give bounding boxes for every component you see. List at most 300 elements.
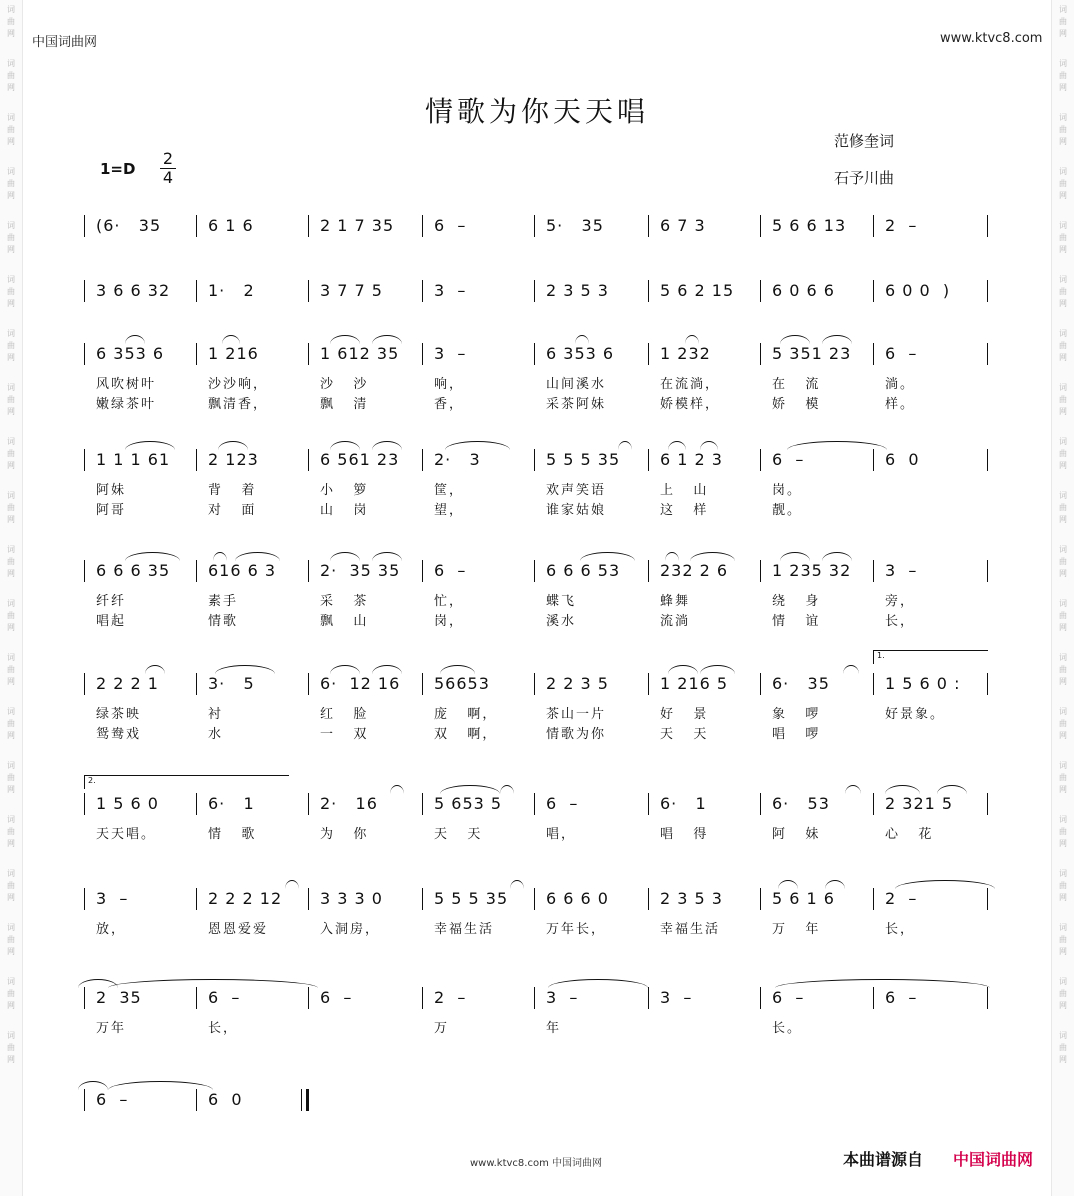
lyric-verse-1: 唱 得: [660, 827, 709, 842]
slur-mark: [372, 335, 402, 344]
watermark-text: 词 曲 网: [1059, 977, 1067, 1010]
measure-notes: 2 35: [96, 988, 142, 1007]
slur-mark: [510, 880, 524, 889]
lyric-verse-2: 情歌: [208, 614, 239, 629]
source-name: 中国词曲网: [953, 1150, 1034, 1169]
watermark-text: 词 曲 网: [7, 275, 15, 308]
slur-mark: [885, 785, 920, 794]
measure-notes: 2 2 2 1: [96, 674, 159, 693]
slur-mark: [825, 880, 845, 889]
lyric-verse-1: 幸福生活: [660, 922, 721, 937]
lyric-verse-2: 流淌: [660, 614, 691, 629]
lyric-verse-2: 双 啊，: [434, 727, 498, 742]
site-name-header: 中国词曲网: [32, 35, 98, 50]
measure-notes: 5 6 1 6: [772, 889, 835, 908]
barline: [873, 673, 874, 695]
watermark-text: 词 曲 网: [1059, 923, 1067, 956]
measure-notes: 1 1 1 61: [96, 450, 171, 469]
watermark-text: 词 曲 网: [7, 599, 15, 632]
barline: [760, 215, 761, 237]
measure-notes: 2 –: [434, 988, 467, 1007]
barline: [534, 343, 535, 365]
lyric-verse-2: 娇模样，: [660, 397, 721, 412]
lyric-verse-1: 万年: [96, 1021, 127, 1036]
lyric-verse-1: 采 茶: [320, 594, 369, 609]
slur-mark: [125, 552, 180, 561]
measure-notes: 6 –: [546, 794, 579, 813]
slur-mark: [125, 441, 175, 450]
measure-notes: 3 –: [546, 988, 579, 1007]
barline: [422, 343, 423, 365]
lyric-verse-2: 香，: [434, 397, 465, 412]
slur-mark: [700, 665, 735, 674]
measure-notes: 6 0: [208, 1090, 243, 1109]
barline: [308, 793, 309, 815]
measure-notes: 6 561 23: [320, 450, 400, 469]
lyric-verse-2: 望，: [434, 503, 465, 518]
slur-mark: [780, 335, 810, 344]
watermark-text: 词 曲 网: [7, 221, 15, 254]
watermark-text: 词 曲 网: [7, 761, 15, 794]
lyric-verse-2: 靓。: [772, 503, 803, 518]
lyric-verse-1: 万年长，: [546, 922, 607, 937]
measure-notes: 1· 2: [208, 281, 255, 300]
lyric-verse-1: 上 山: [660, 483, 709, 498]
lyric-verse-1: 长。: [772, 1021, 803, 1036]
watermark-text: 词 曲 网: [1059, 653, 1067, 686]
watermark-text: 词 曲 网: [1059, 437, 1067, 470]
watermark-text: 词 曲 网: [1059, 167, 1067, 200]
slur-mark: [780, 552, 810, 561]
lyric-verse-1: 沙 沙: [320, 377, 369, 392]
lyric-verse-2: 样。: [885, 397, 916, 412]
slur-mark: [580, 552, 635, 561]
watermark-text: 词 曲 网: [1059, 5, 1067, 38]
measure-notes: 6· 12 16: [320, 674, 401, 693]
lyric-verse-2: 阿哥: [96, 503, 127, 518]
measure-notes: 3· 5: [208, 674, 255, 693]
lyric-verse-2: 溪水: [546, 614, 577, 629]
barline: [873, 215, 874, 237]
slur-mark: [213, 552, 227, 561]
barline: [648, 449, 649, 471]
barline: [84, 215, 85, 237]
slur-mark: [937, 785, 967, 794]
lyric-verse-1: 庞 啊，: [434, 707, 498, 722]
measure-notes: 6 0 6 6: [772, 281, 835, 300]
lyric-verse-1: 背 着: [208, 483, 257, 498]
slur-mark: [372, 552, 402, 561]
measure-notes: 3 7 7 5: [320, 281, 383, 300]
lyric-verse-1: 筐，: [434, 483, 465, 498]
lyric-verse-1: 旁，: [885, 594, 916, 609]
barline: [534, 793, 535, 815]
site-url-header: www.ktvc8.com: [940, 31, 1043, 46]
barline: [648, 673, 649, 695]
second-ending-label: 2.: [88, 776, 96, 785]
measure-notes: 6 –: [208, 988, 241, 1007]
watermark-text: 词 曲 网: [7, 59, 15, 92]
lyric-verse-1: 好 景: [660, 707, 709, 722]
measure-notes: 1 5 6 0 :: [885, 674, 961, 693]
barline: [648, 280, 649, 302]
slur-mark: [500, 785, 514, 794]
watermark-text: 词 曲 网: [1059, 59, 1067, 92]
lyric-verse-2: 情 谊: [772, 614, 821, 629]
measure-notes: 6 –: [772, 988, 805, 1007]
lyric-verse-1: 入洞房，: [320, 922, 381, 937]
barline: [760, 449, 761, 471]
watermark-text: 词 曲 网: [1059, 707, 1067, 740]
barline: [308, 673, 309, 695]
measure-notes: 5 5 5 35: [434, 889, 509, 908]
lyric-verse-1: 纤纤: [96, 594, 127, 609]
watermark-text: 词 曲 网: [7, 923, 15, 956]
barline: [84, 987, 85, 1009]
slur-mark: [440, 665, 475, 674]
barline: [648, 560, 649, 582]
lyric-verse-2: 唱起: [96, 614, 127, 629]
lyric-verse-1: 小 箩: [320, 483, 369, 498]
lyric-verse-1: 情 歌: [208, 827, 257, 842]
barline: [534, 560, 535, 582]
barline: [196, 888, 197, 910]
watermark-text: 词 曲 网: [1059, 275, 1067, 308]
measure-notes: 2· 35 35: [320, 561, 401, 580]
barline: [422, 280, 423, 302]
slur-mark: [787, 441, 887, 450]
measure-notes: 5 351 23: [772, 344, 852, 363]
watermark-text: 词 曲 网: [7, 113, 15, 146]
lyric-verse-2: 娇 模: [772, 397, 821, 412]
time-signature: [160, 150, 176, 187]
barline: [987, 280, 988, 302]
barline: [648, 987, 649, 1009]
watermark-text: 词 曲 网: [7, 5, 15, 38]
barline: [648, 215, 649, 237]
measure-notes: 6· 35: [772, 674, 830, 693]
measure-notes: 1 216 5: [660, 674, 729, 693]
slur-mark: [575, 335, 589, 344]
slur-mark: [445, 441, 510, 450]
barline: [84, 1089, 85, 1111]
slur-mark: [218, 441, 248, 450]
barline: [873, 280, 874, 302]
slur-mark: [668, 441, 686, 450]
barline: [196, 449, 197, 471]
right-watermark-strip: [1051, 0, 1074, 1196]
lyric-verse-1: 风吹树叶: [96, 377, 157, 392]
watermark-text: 词 曲 网: [7, 437, 15, 470]
measure-notes: 5 5 5 35: [546, 450, 621, 469]
slur-mark: [775, 979, 990, 988]
lyric-verse-1: 阿妹: [96, 483, 127, 498]
measure-notes: 5 653 5: [434, 794, 503, 813]
barline: [648, 888, 649, 910]
lyric-verse-2: 对 面: [208, 503, 257, 518]
watermark-text: 词 曲 网: [1059, 815, 1067, 848]
barline: [422, 215, 423, 237]
measure-notes: 1 235 32: [772, 561, 852, 580]
lyric-verse-1: 长，: [208, 1021, 239, 1036]
measure-notes: 6 –: [885, 988, 918, 1007]
barline: [308, 560, 309, 582]
barline: [760, 987, 761, 1009]
lyric-verse-2: 嫩绿茶叶: [96, 397, 157, 412]
slur-mark: [618, 441, 632, 450]
lyric-verse-2: 水: [208, 727, 224, 742]
slur-mark: [215, 665, 275, 674]
slur-mark: [330, 552, 360, 561]
measure-notes: 2 3 5 3: [546, 281, 609, 300]
lyric-verse-2: 谁家姑娘: [546, 503, 607, 518]
barline: [308, 343, 309, 365]
measure-notes: 6 7 3: [660, 216, 706, 235]
slur-mark: [145, 665, 165, 674]
lyric-verse-1: 响，: [434, 377, 465, 392]
measure-notes: 2 2 3 5: [546, 674, 609, 693]
measure-notes: 3 –: [434, 344, 467, 363]
lyric-verse-1: 岗。: [772, 483, 803, 498]
measure-notes: 5 6 6 13: [772, 216, 847, 235]
measure-notes: 2 –: [885, 216, 918, 235]
slur-mark: [440, 785, 500, 794]
lyric-verse-2: 一 双: [320, 727, 369, 742]
composer-credit: 石予川曲: [834, 169, 895, 187]
barline: [422, 793, 423, 815]
slur-mark: [845, 785, 861, 794]
barline: [648, 343, 649, 365]
barline: [987, 793, 988, 815]
slur-mark: [690, 552, 735, 561]
measure-notes: 3 3 3 0: [320, 889, 383, 908]
lyric-verse-2: 采茶阿妹: [546, 397, 607, 412]
measure-notes: 6 6 6 0: [546, 889, 609, 908]
barline: [84, 343, 85, 365]
lyric-verse-2: 鸳鸯戏: [96, 727, 142, 742]
measure-notes: 3 –: [96, 889, 129, 908]
watermark-text: 词 曲 网: [7, 383, 15, 416]
measure-notes: 3 –: [434, 281, 467, 300]
barline: [84, 560, 85, 582]
barline: [422, 987, 423, 1009]
barline: [308, 888, 309, 910]
watermark-text: 词 曲 网: [7, 1031, 15, 1064]
measure-notes: 2 321 5: [885, 794, 954, 813]
measure-notes: 6 1 6: [208, 216, 254, 235]
measure-notes: 2 2 2 12: [208, 889, 283, 908]
lyric-verse-1: 放，: [96, 922, 127, 937]
watermark-text: 词 曲 网: [7, 707, 15, 740]
barline: [760, 280, 761, 302]
lyric-verse-1: 长，: [885, 922, 916, 937]
measure-notes: 6 1 2 3: [660, 450, 723, 469]
slur-mark: [778, 880, 798, 889]
lyric-verse-1: 好景象。: [885, 707, 946, 722]
lyric-verse-2: 岗，: [434, 614, 465, 629]
slur-mark: [330, 335, 360, 344]
measure-notes: 616 6 3: [208, 561, 277, 580]
measure-notes: 6 0 0 ): [885, 281, 951, 300]
lyric-verse-1: 天天唱。: [96, 827, 157, 842]
lyric-verse-1: 衬: [208, 707, 224, 722]
watermark-text: 词 曲 网: [7, 653, 15, 686]
barline: [534, 449, 535, 471]
barline: [196, 987, 197, 1009]
lyric-verse-1: 欢声笑语: [546, 483, 607, 498]
source-label: 本曲谱源自: [843, 1150, 924, 1169]
lyric-verse-1: 忙，: [434, 594, 465, 609]
first-ending-bracket: [873, 650, 988, 664]
lyric-verse-1: 幸福生活: [434, 922, 495, 937]
slur-mark: [700, 441, 718, 450]
lyric-verse-1: 绕 身: [772, 594, 821, 609]
left-watermark-strip: [0, 0, 23, 1196]
barline: [987, 987, 988, 1009]
barline: [196, 343, 197, 365]
watermark-text: 词 曲 网: [1059, 761, 1067, 794]
barline: [422, 560, 423, 582]
footer-url: www.ktvc8.com 中国词曲网: [470, 1158, 603, 1169]
lyric-verse-1: 万 年: [772, 922, 821, 937]
lyric-verse-1: 天 天: [434, 827, 483, 842]
measure-notes: 2 –: [885, 889, 918, 908]
slur-mark: [330, 665, 360, 674]
lyric-verse-1: 唱，: [546, 827, 577, 842]
barline: [84, 673, 85, 695]
barline: [873, 888, 874, 910]
barline: [422, 888, 423, 910]
barline: [873, 343, 874, 365]
time-signature-bottom: 4: [162, 168, 174, 187]
barline: [534, 987, 535, 1009]
barline: [873, 449, 874, 471]
slur-mark: [235, 552, 280, 561]
lyric-verse-1: 山间溪水: [546, 377, 607, 392]
lyric-verse-1: 阿 妹: [772, 827, 821, 842]
lyric-verse-1: 沙沙响，: [208, 377, 269, 392]
lyric-verse-1: 象 啰: [772, 707, 821, 722]
watermark-text: 词 曲 网: [1059, 383, 1067, 416]
slur-mark: [390, 785, 404, 794]
barline: [308, 449, 309, 471]
lyric-verse-1: 素手: [208, 594, 239, 609]
barline: [84, 280, 85, 302]
measure-notes: (6· 35: [96, 216, 162, 235]
measure-notes: 2· 3: [434, 450, 481, 469]
slur-mark: [125, 335, 145, 344]
watermark-text: 词 曲 网: [1059, 545, 1067, 578]
barline: [873, 987, 874, 1009]
measure-notes: 6 –: [885, 344, 918, 363]
watermark-text: 词 曲 网: [7, 167, 15, 200]
measure-notes: 6 –: [320, 988, 353, 1007]
slur-mark: [285, 880, 299, 889]
barline: [84, 888, 85, 910]
key-signature: 1=D: [100, 160, 136, 178]
slur-mark: [665, 552, 679, 561]
measure-notes: 6 6 6 35: [96, 561, 171, 580]
measure-notes: 6· 1: [660, 794, 707, 813]
measure-notes: 6· 1: [208, 794, 255, 813]
barline: [308, 280, 309, 302]
watermark-text: 词 曲 网: [7, 329, 15, 362]
barline: [987, 673, 988, 695]
slur-mark: [548, 979, 648, 988]
barline: [873, 560, 874, 582]
measure-notes: 1 216: [208, 344, 259, 363]
lyric-verse-1: 恩恩爱爱: [208, 922, 269, 937]
barline: [196, 673, 197, 695]
lyric-verse-1: 心 花: [885, 827, 934, 842]
measure-notes: 1 232: [660, 344, 711, 363]
barline: [196, 215, 197, 237]
barline: [987, 215, 988, 237]
lyric-verse-1: 蝶飞: [546, 594, 577, 609]
lyric-verse-2: 情歌为你: [546, 727, 607, 742]
slur-mark: [668, 665, 698, 674]
barline: [84, 793, 85, 815]
barline: [760, 888, 761, 910]
barline: [760, 560, 761, 582]
watermark-text: 词 曲 网: [1059, 113, 1067, 146]
barline: [987, 343, 988, 365]
measure-notes: 2 3 5 3: [660, 889, 723, 908]
slur-mark: [222, 335, 240, 344]
barline: [873, 793, 874, 815]
slur-mark: [822, 335, 852, 344]
lyric-verse-2: 长，: [885, 614, 916, 629]
measure-notes: 6 –: [96, 1090, 129, 1109]
song-title: 情歌为你天天唱: [424, 95, 649, 128]
lyricist-credit: 范修奎词: [834, 132, 895, 150]
watermark-text: 词 曲 网: [7, 545, 15, 578]
measure-notes: 6 6 6 53: [546, 561, 621, 580]
lyric-verse-1: 年: [546, 1021, 562, 1036]
measure-notes: 2 123: [208, 450, 259, 469]
lyric-verse-1: 在 流: [772, 377, 821, 392]
lyric-verse-2: 这 样: [660, 503, 709, 518]
watermark-text: 词 曲 网: [7, 977, 15, 1010]
lyric-verse-1: 蜂舞: [660, 594, 691, 609]
measure-notes: 6 –: [772, 450, 805, 469]
measure-notes: 56653: [434, 674, 490, 693]
lyric-verse-1: 万: [434, 1021, 450, 1036]
barline: [534, 215, 535, 237]
watermark-text: 词 曲 网: [7, 815, 15, 848]
lyric-verse-1: 为 你: [320, 827, 369, 842]
measure-notes: 6· 53: [772, 794, 830, 813]
measure-notes: 6 –: [434, 561, 467, 580]
barline: [422, 449, 423, 471]
barline: [987, 560, 988, 582]
watermark-text: 词 曲 网: [1059, 599, 1067, 632]
barline: [760, 793, 761, 815]
barline: [306, 1089, 309, 1111]
barline: [84, 449, 85, 471]
measure-notes: 232 2 6: [660, 561, 729, 580]
watermark-text: 词 曲 网: [1059, 329, 1067, 362]
barline: [534, 673, 535, 695]
lyric-verse-1: 淌。: [885, 377, 916, 392]
lyric-verse-1: 茶山一片: [546, 707, 607, 722]
barline: [760, 673, 761, 695]
lyric-verse-2: 山 岗: [320, 503, 369, 518]
barline: [534, 280, 535, 302]
second-ending-bracket: [84, 775, 289, 789]
measure-notes: 5 6 2 15: [660, 281, 735, 300]
barline: [308, 215, 309, 237]
